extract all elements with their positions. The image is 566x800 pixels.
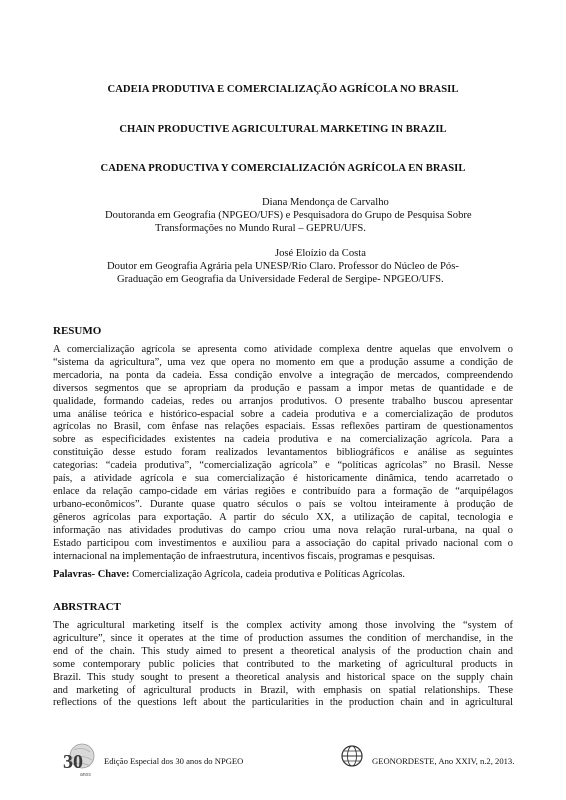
resumo-line: mercadoria, na ponta da cadeia. Essa condição envolve a integração de mercados, compreendendo (53, 369, 513, 381)
resumo-line: internacional na implementação de infraestrutura, incentivos fiscais, programas e pesquisas. (53, 550, 436, 562)
resumo-line: sobre as especificidades existentes na cadeia produtiva e na comercialização agrícola. Para a (53, 434, 513, 446)
author-name: José Eloízio da Costa (275, 248, 366, 259)
resumo-line: informação nas atividades produtivas do campo criou uma nova relação rural-urbana, na qual o (53, 524, 513, 536)
author-affiliation-line: Transformações no Mundo Rural – GEPRU/UFS. (155, 223, 366, 234)
footer-left-text: Edição Especial dos 30 anos do NPGEO (104, 756, 244, 766)
logo-number: 30 (63, 751, 83, 773)
resumo-line: constituição desse estudo foram realizados levantamentos bibliográficos e análise as seguintes (53, 447, 513, 459)
title-english: CHAIN PRODUCTIVE AGRICULTURAL MARKETING IN BRAZIL (119, 124, 447, 135)
resumo-line: diversos segmentos que se apropriam da produção e passam a impor metas de quantidade e de (53, 382, 513, 394)
resumo-line: gêneros agrícolas para exportação. A partir do século XX, a utilização de capital, tecnologia e (53, 511, 513, 523)
resumo-line: “sistema da agricultura”, uma vez que opera no momento em que a produção assume a condição de (53, 356, 513, 368)
resumo-line: agrícolas no Brasil, com ênfase nas relações espaciais. Essas reflexões partiram de questionamentos (53, 421, 513, 433)
keywords (53, 569, 405, 580)
abstract-line: Brazil. This study sought to present a theoretical analysis and historical space on the supply chain (53, 671, 513, 683)
abstract-line: agriculture”, since it operates at the time of production assumes the condition of merchandise, in the (53, 632, 513, 644)
author-affiliation-line: Doutor em Geografia Agrária pela UNESP/Rio Claro. Professor do Núcleo de Pós- (107, 261, 459, 272)
author-affiliation-line: Graduação em Geografia da Universidade Federal de Sergipe- NPGEO/UFS. (117, 274, 444, 285)
resumo-line: qualidade, formando cadeias, redes ou arranjos produtivos. O presente trabalho buscou apresentar (53, 395, 513, 407)
author-affiliation-line: Doutoranda em Geografia (NPGEO/UFS) e Pesquisadora do Grupo de Pesquisa Sobre (105, 210, 472, 221)
resumo-line: urbano-econômicos”. Durante quase quatro séculos o país se voltou inteiramente à produção de (53, 498, 513, 510)
footer-right-text: GEONORDESTE, Ano XXIV, n.2, 2013. (372, 756, 515, 766)
abstract-line: and marketing of agricultural products in Brazil, with emphasis on spatial relationships. These (53, 684, 513, 696)
title-spanish: CADENA PRODUCTIVA Y COMERCIALIZACIÓN AGRÍCOLA EN BRASIL (100, 163, 466, 174)
resumo-line: categorias: “cadeia produtiva”, “comercialização agrícola” e “políticas agrícolas” no Brasil. Nesse (53, 460, 513, 472)
resumo-line: uma análise teórica e histórico-espacial sobre a cadeia produtiva e a comercialização de produtos (53, 408, 513, 420)
abstract-heading: ABRSTRACT (53, 601, 121, 613)
abstract-line: end of the chain. This study aimed to present a theoretical analysis of the production chain and (53, 645, 513, 657)
author-name: Diana Mendonça de Carvalho (262, 197, 389, 208)
resumo-line: enlace da relação campo-cidade em várias regiões e contribuído para a formação de “arquipélagos (53, 485, 513, 497)
resumo-heading: RESUMO (53, 325, 102, 337)
resumo-body (53, 344, 513, 563)
resumo-line: Estado participou com investimentos e auxiliou para a associação do capital privado nacional com o (53, 537, 513, 549)
resumo-line: A comercialização agrícola se apresenta como atividade complexa dentre aquelas que envolvem o (53, 344, 513, 355)
abstract-line: some contemporary public policies that contributed to the marketing of agricultural products in (53, 658, 513, 670)
title-portuguese: CADEIA PRODUTIVA E COMERCIALIZAÇÃO AGRÍCOLA NO BRASIL (107, 84, 459, 95)
npgeo-30-anos-logo-icon (60, 740, 98, 780)
keywords-text: Comercialização Agrícola, cadeia produtiva e Políticas Agrícolas. (129, 569, 406, 580)
page-footer (60, 740, 520, 780)
keywords-label: Palavras- Chave: (53, 569, 130, 580)
globe-icon (340, 744, 364, 768)
resumo-line: país, a atividade agrícola e sua comercialização é historicamente dinâmica, tendo acarretado o (53, 473, 513, 485)
logo-sub: anos (80, 772, 91, 778)
abstract-line: The agricultural marketing itself is the complex activity among those involving the “system of (53, 620, 513, 631)
abstract-body (53, 620, 513, 710)
abstract-line: reflections of the questions left about the particularities in the production chain and in agricultural (53, 697, 513, 709)
